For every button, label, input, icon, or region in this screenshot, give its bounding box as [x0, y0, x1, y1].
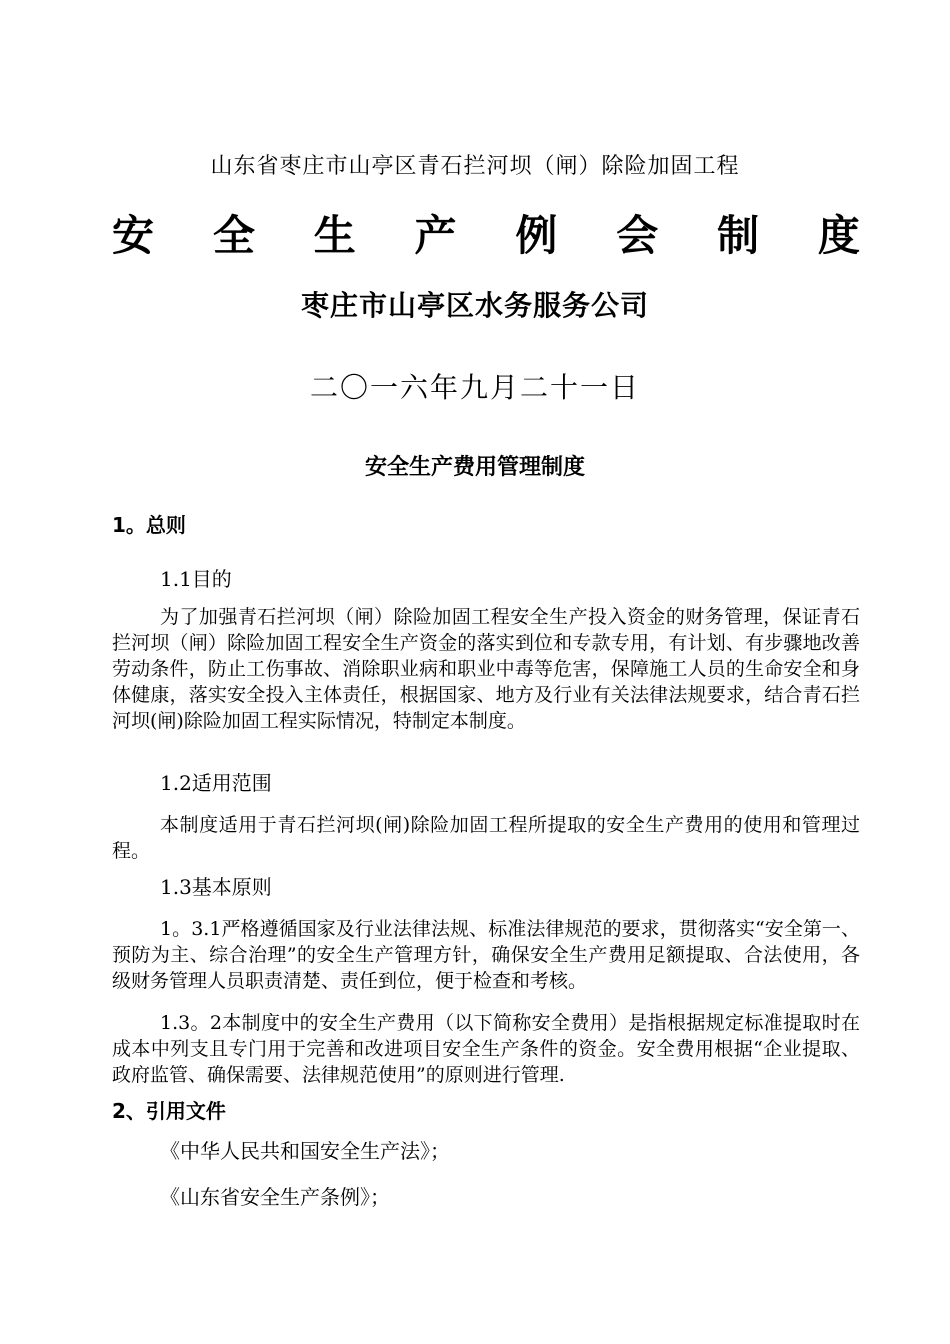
document-date: 二〇一六年九月二十一日 — [309, 371, 640, 404]
project-title: 山东省枣庄市山亭区青石拦河坝（闸）除险加固工程 — [210, 154, 740, 179]
paragraph-purpose: 为了加强青石拦河坝（闸）除险加固工程安全生产投入资金的财务管理，保证青石拦河坝（闸）除险加固工程安全生产资金的落实到位和专款专用，有计划、有步骤地改善劳动条件，防止工伤事故、消除职业病和职业中毒等危害，保障施工人员的生命安全和身体健康，落实安全投入主体责任，根据国家、地方及行业有关法律法规要求，结合青石拦河坝(闸)除险加固工程实际情况，特制定本制度。 — [112, 606, 860, 732]
paragraph-principle-1: 1。3.1严格遵循国家及行业法律法规、标准法律规范的要求，贯彻落实“安全第一、预防为主、综合治理”的安全生产管理方针，确保安全生产费用足额提取、合法使用，各级财务管理人员职责清楚、责任到位，便于检查和考核。 — [112, 918, 860, 992]
company-name: 枣庄市山亭区水务服务公司 — [300, 289, 649, 322]
document-title-char: 制 — [717, 211, 760, 260]
document-title — [112, 208, 860, 264]
subheading-purpose: 1.1目的 — [160, 567, 232, 591]
reference-item: 《山东省安全生产条例》； — [160, 1185, 390, 1209]
document-title-char: 全 — [212, 211, 255, 260]
document-title-char: 会 — [616, 211, 659, 260]
document-title-char: 度 — [817, 211, 860, 260]
paragraph-principle-2: 1.3。2本制度中的安全生产费用（以下简称安全费用）是指根据规定标准提取时在成本中列支且专门用于完善和改进项目安全生产条件的资金。安全费用根据“企业提取、政府监管、确保需要、法律规范使用”的原则进行管理. — [112, 1012, 860, 1086]
subheading-scope: 1.2适用范围 — [160, 771, 272, 795]
heading-references: 2、引用文件 — [112, 1099, 226, 1123]
reference-item: 《中华人民共和国安全生产法》； — [160, 1139, 450, 1163]
subheading-principles: 1.3基本原则 — [160, 875, 272, 899]
document-title-char: 生 — [313, 211, 356, 260]
section-title: 安全生产费用管理制度 — [364, 455, 585, 480]
document-title-char: 安 — [112, 211, 155, 260]
heading-general: 1。总则 — [112, 513, 186, 537]
paragraph-scope: 本制度适用于青石拦河坝(闸)除险加固工程所提取的安全生产费用的使用和管理过程。 — [112, 814, 860, 862]
document-title-char: 产 — [414, 211, 457, 260]
document-title-char: 例 — [515, 211, 558, 260]
